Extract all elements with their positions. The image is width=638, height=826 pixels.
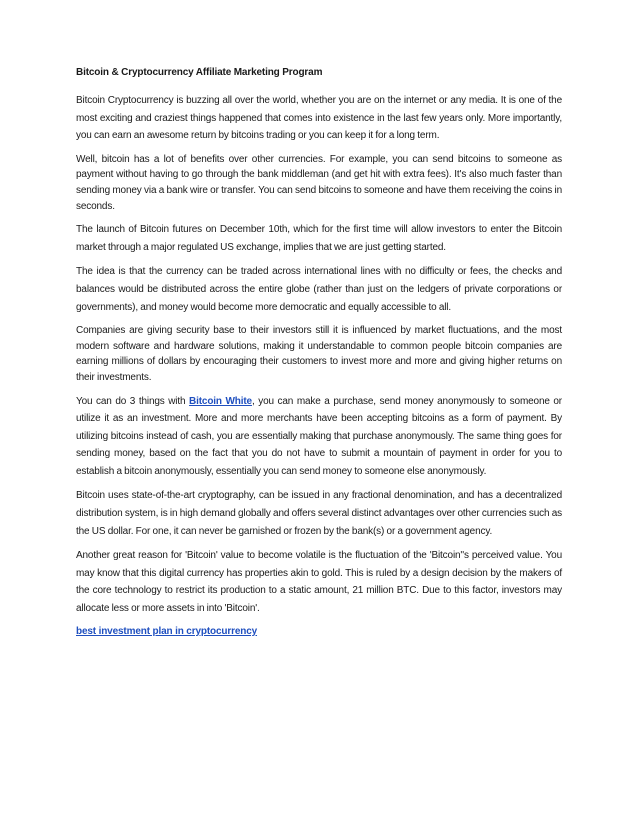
paragraph-intro: Bitcoin Cryptocurrency is buzzing all over the world, whether you are on the internet or any media. It is one of the most exciting and craziest things happened that comes into existence in the last few years only. More importantly, you can earn an awesome return by bitcoins trading or you can keep it for a long term. bbox=[76, 95, 562, 142]
document-page bbox=[76, 66, 562, 639]
bitcoin-white-link[interactable]: Bitcoin White bbox=[189, 395, 252, 407]
paragraph-three-things-lead: You can do 3 things with bbox=[76, 395, 190, 407]
paragraph-trading-idea: The idea is that the currency can be traded across international lines with no difficulty or fees, the checks and balances would be distributed across the entire globe (rather than just on the ledgers of private corporations or governments), and money would become more democratic and equally accessible to all. bbox=[76, 266, 562, 313]
paragraph-three-things-rest: , you can make a purchase, send money anonymously to someone or utilize it as an investment. More and more merchants have been accepting bitcoins as a form of payment. By utilizing bitcoins instead of cash, you are essentially making that purchase anonymously. The same thing goes for sending money, based on the fact that you do not have to submit a mountain of payment in order for you to establish a bitcoin anonymously, essentially you can send money to someone else anonymously. bbox=[76, 395, 562, 477]
investment-plan-link[interactable]: best investment plan in cryptocurrency bbox=[76, 625, 258, 637]
paragraph-benefits: Well, bitcoin has a lot of benefits over other currencies. For example, you can send bitcoins to someone as payment without having to go through the bank middleman (and get hit with extra fees). It's also much faster than sending money via a bank wire or transfer. You can send bitcoins to someone and have them receiving the coins in seconds. bbox=[76, 153, 562, 212]
paragraph-cryptography: Bitcoin uses state-of-the-art cryptography, can be issued in any fractional denomination, and has a decentralized distribution system, is in high demand globally and offers several distinct advantages over other currencies such as the US dollar. For one, it can never be garnished or frozen by the bank(s) or a government agency. bbox=[76, 490, 562, 537]
paragraph-futures: The launch of Bitcoin futures on December 10th, which for the first time will allow investors to enter the Bitcoin market through a major regulated US exchange, implies that we are just getting started. bbox=[76, 224, 562, 253]
paragraph-volatility: Another great reason for 'Bitcoin' value to become volatile is the fluctuation of the 'Bitcoin''s perceived value. You may know that this digital currency has properties akin to gold. This is ruled by a design decision by the makers of the core technology to restrict its production to a static amount, 21 million BTC. Due to this factor, investors may allocate less or more assets in into 'Bitcoin'. bbox=[76, 550, 562, 615]
footer-link-line bbox=[76, 625, 562, 639]
paragraph-companies: Companies are giving security base to their investors still it is influenced by market fluctuations, and the most modern software and hardware solutions, making it understandable to common people bitcoin companies are earning millions of dollars by encouraging their customers to invest more and more and giving higher returns on their investments. bbox=[76, 325, 562, 383]
document-title: Bitcoin & Cryptocurrency Affiliate Marketing Program bbox=[76, 67, 323, 78]
paragraph-three-things bbox=[76, 393, 562, 481]
